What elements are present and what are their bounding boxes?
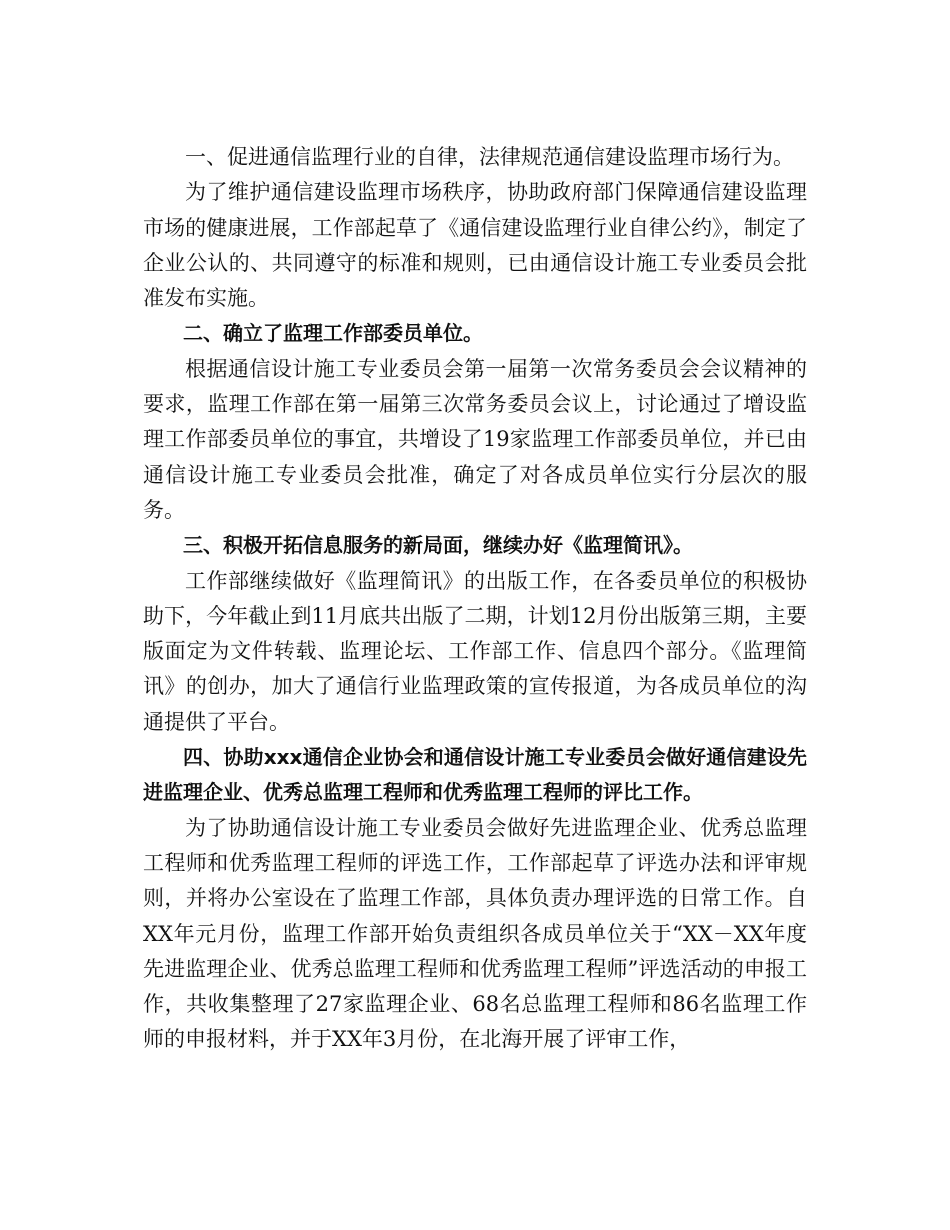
paragraph-section-2-body: 根据通信设计施工专业委员会第一届第一次常务委员会会议精神的要求，监理工作部在第一届第三次常务委员会议上，讨论通过了增设监理工作部委员单位的事宜，共增设了19家监理工作部委员单位，并已由通信设计施工专业委员会批准，确定了对各成员单位实行分层次的服务。	[143, 356, 807, 522]
heading-section-4: 四、协助xxx通信企业协会和通信设计施工专业委员会做好通信建设先进监理企业、优秀总监理工程师和优秀监理工程师的评比工作。	[143, 745, 807, 805]
heading-section-2: 二、确立了监理工作部委员单位。	[183, 321, 483, 346]
paragraph-section-4-body: 为了协助通信设计施工专业委员会做好先进监理企业、优秀总监理工程师和优秀监理工程师的评选工作，工作部起草了评选办法和评审规则，并将办公室设在了监理工作部，具体负责办理评选的日常工作。自XX年元月份，监理工作部开始负责组织各成员单位关于“XX－XX年度先进监理企业、优秀总监理工程师和优秀监理工程师”评选活动的申报工作，共收集整理了27家监理企业、68名总监理工程师和86名监理工作师的申报材料，并于XX年3月份，在北海开展了评审工作，	[143, 815, 807, 1052]
paragraph-section-1-body: 为了维护通信建设监理市场秩序，协助政府部门保障通信建设监理市场的健康进展，工作部起草了《通信建设监理行业自律公约》，制定了企业公认的、共同遵守的标准和规则，已由通信设计施工专业委员会批准发布实施。	[143, 180, 807, 311]
document-body	[143, 140, 807, 1058]
paragraph-section-3-body: 工作部继续做好《监理简讯》的出版工作，在各委员单位的积极协助下，今年截止到11月底共出版了二期，计划12月份出版第三期，主要版面定为文件转载、监理论坛、工作部工作、信息四个部分。《监理简讯》的创办，加大了通信行业监理政策的宣传报道，为各成员单位的沟通提供了平台。	[143, 568, 807, 734]
paragraph-section-1-title: 一、促进通信监理行业的自律，法律规范通信建设监理市场行为。	[185, 145, 794, 169]
heading-section-3: 三、积极开拓信息服务的新局面，继续办好《监理简讯》。	[183, 533, 693, 558]
